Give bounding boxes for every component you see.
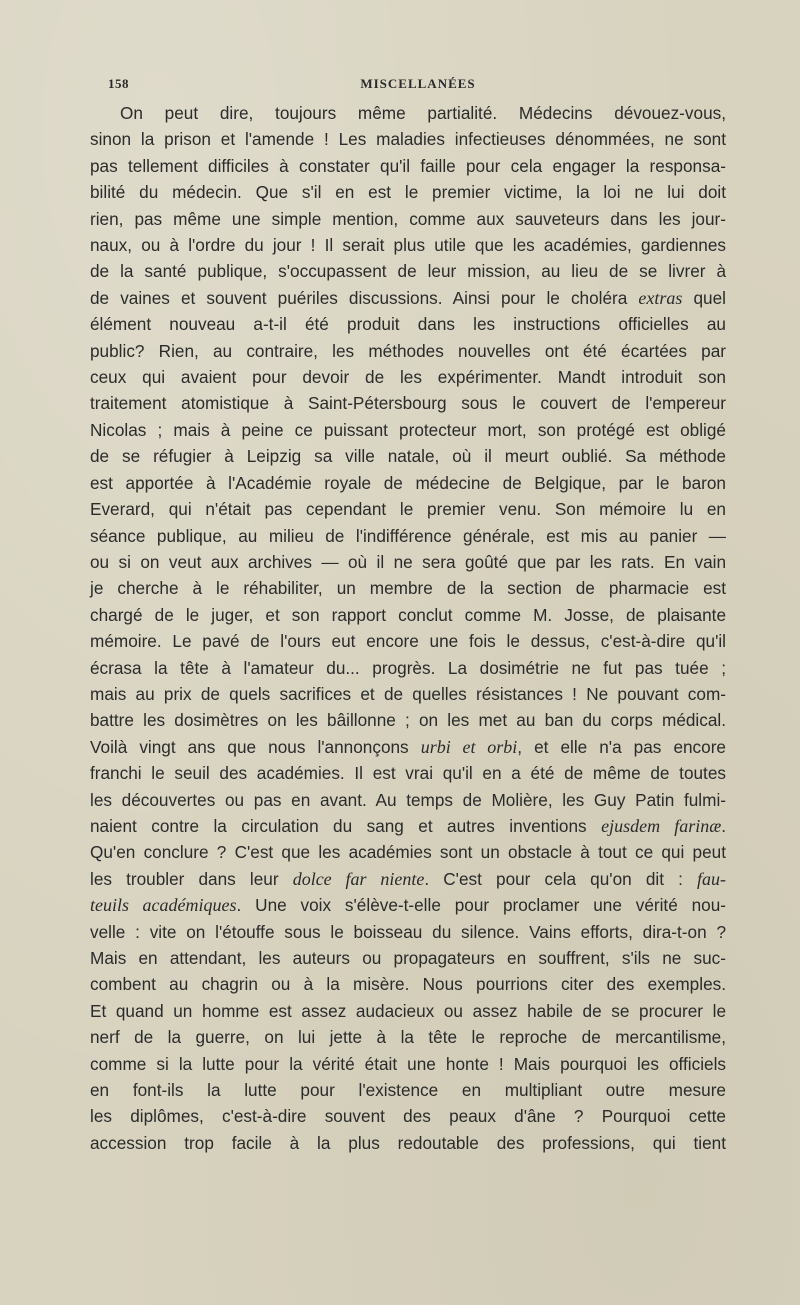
text-run: . C'est pour cela qu'on dit : — [424, 868, 698, 889]
text-line — [90, 496, 726, 522]
text-line — [90, 602, 726, 628]
italic-text: dolce far niente — [292, 868, 425, 889]
text-run: élément nouveau a-t-il été produit dans les instructions officielles au — [90, 314, 726, 335]
text-run: combent au chagrin ou à la misère. Nous pourrions citer des exemples. — [90, 974, 726, 995]
text-run: bilité du médecin. Que s'il en est le premier victime, la loi ne lui doit — [90, 182, 726, 203]
text-run: public? Rien, au contraire, les méthodes nouvelles ont été écartées par — [90, 340, 726, 361]
text-line — [90, 971, 726, 997]
text-line — [90, 258, 726, 284]
text-run: . — [721, 815, 727, 836]
text-line — [90, 285, 726, 311]
text-line — [90, 443, 726, 469]
text-line — [90, 1130, 726, 1156]
text-run: velle : vite on l'étouffe sous le boisseau du silence. Vains efforts, dira-t-on ? — [90, 921, 726, 942]
text-line — [90, 126, 726, 152]
text-line — [90, 707, 726, 733]
text-run: nerf de la guerre, on lui jette à la tête le reproche de mercantilisme, — [90, 1027, 726, 1048]
text-run: quel — [682, 287, 726, 308]
text-line — [90, 311, 726, 337]
text-run: . Une voix s'élève-t-elle pour proclamer une vérité nou- — [236, 895, 726, 916]
text-line — [90, 523, 726, 549]
text-line — [90, 1077, 726, 1103]
text-run: les troubler dans leur — [90, 868, 293, 889]
text-run: Et quand un homme est assez audacieux ou assez habile de se procurer le — [90, 1000, 726, 1021]
text-line — [90, 179, 726, 205]
text-run: les découvertes ou pas en avant. Au temps de Molière, les Guy Patin fulmi- — [90, 789, 726, 810]
text-line — [90, 364, 726, 390]
text-run: sinon la prison et l'amende ! Les maladies infectieuses dénommées, ne sont — [90, 129, 726, 150]
text-line — [90, 892, 726, 918]
text-line — [90, 100, 726, 126]
text-line — [90, 153, 726, 179]
text-run: pas tellement difficiles à constater qu'il faille pour cela engager la responsa- — [90, 155, 726, 176]
text-line — [90, 681, 726, 707]
text-run: naient contre la circulation du sang et autres inventions — [90, 815, 602, 836]
text-run: Qu'en conclure ? C'est que les académies sont un obstacle à tout ce qui peut — [90, 842, 726, 863]
text-run: de se réfugier à Leipzig sa ville natale, où il meurt oublié. Sa méthode — [90, 446, 726, 467]
text-run: comme si la lutte pour la vérité était une honte ! Mais pourquoi les officiels — [90, 1053, 726, 1074]
text-run: franchi le seuil des académies. Il est vrai qu'il en a été de même de toutes — [90, 763, 726, 784]
text-run: les diplômes, c'est-à-dire souvent des peaux d'âne ? Pourquoi cette — [90, 1106, 726, 1127]
body-text — [90, 100, 726, 1156]
text-run: de vaines et souvent puériles discussions. Ainsi pour le choléra — [90, 287, 639, 308]
text-run: naux, ou à l'ordre du jour ! Il serait plus utile que les académies, gardiennes — [90, 235, 726, 256]
text-line — [90, 1051, 726, 1077]
text-run: rien, pas même une simple mention, comme aux sauveteurs dans les jour- — [90, 208, 726, 229]
running-head — [108, 76, 728, 96]
text-run: traitement atomistique à Saint-Pétersbourg sous le couvert de l'empereur — [90, 393, 726, 414]
text-line — [90, 390, 726, 416]
italic-text: teuils académiques — [90, 895, 237, 916]
text-run: mais au prix de quels sacrifices et de quelles résistances ! Ne pouvant com- — [90, 683, 726, 704]
text-run: Everard, qui n'était pas cependant le premier venu. Son mémoire lu en — [90, 499, 726, 520]
text-line — [90, 866, 726, 892]
italic-text: urbi et orbi — [420, 736, 518, 757]
text-run: séance publique, au milieu de l'indifférence générale, est mis au panier — — [90, 525, 726, 546]
text-line — [90, 1024, 726, 1050]
text-line — [90, 206, 726, 232]
italic-text: ejusdem farinæ — [601, 815, 722, 836]
text-line — [90, 945, 726, 971]
text-run: battre les dosimètres on les bâillonne ; on les met au ban du corps médical. — [90, 710, 726, 731]
text-line — [90, 417, 726, 443]
text-run: mémoire. Le pavé de l'ours eut encore une fois le dessus, c'est-à-dire qu'il — [90, 631, 726, 652]
text-run: en font-ils la lutte pour l'existence en multipliant outre mesure — [90, 1080, 726, 1101]
text-run: Mais en attendant, les auteurs ou propagateurs en souffrent, s'ils ne suc- — [90, 948, 726, 968]
text-run: je cherche à le réhabiliter, un membre de la section de pharmacie est — [90, 578, 726, 599]
text-run: On peut dire, toujours même partialité. Médecins dévouez-vous, — [120, 103, 726, 123]
text-run: ou si on veut aux archives — où il ne sera goûté que par les rats. En vain — [90, 551, 726, 572]
text-line — [90, 655, 726, 681]
text-line — [90, 549, 726, 575]
italic-text: fau- — [697, 868, 727, 889]
text-line — [90, 813, 726, 839]
text-run: ceux qui avaient pour devoir de les expérimenter. Mandt introduit son — [90, 367, 726, 388]
text-run: chargé de le juger, et son rapport conclut comme M. Josse, de plaisante — [90, 604, 726, 625]
text-line — [90, 470, 726, 496]
text-line — [90, 338, 726, 364]
text-line — [90, 839, 726, 865]
text-run: accession trop facile à la plus redoutable des professions, qui tient — [90, 1132, 726, 1153]
text-run: de la santé publique, s'occupassent de leur mission, au lieu de se livrer à — [90, 261, 726, 282]
section-title: MISCELLANÉES — [360, 76, 476, 91]
page-number: 158 — [108, 76, 129, 91]
text-line — [90, 998, 726, 1024]
text-line — [90, 919, 726, 945]
text-line — [90, 628, 726, 654]
text-line — [90, 760, 726, 786]
text-line — [90, 232, 726, 258]
text-run: , et elle n'a pas encore — [517, 736, 726, 757]
text-line — [90, 787, 726, 813]
italic-text: extras — [638, 287, 683, 308]
text-line — [90, 1103, 726, 1129]
text-line — [90, 575, 726, 601]
text-line — [90, 734, 726, 760]
text-run: écrasa la tête à l'amateur du... progrès. La dosimétrie ne fut pas tuée ; — [90, 657, 726, 678]
text-run: est apportée à l'Académie royale de médecine de Belgique, par le baron — [90, 472, 726, 493]
text-run: Voilà vingt ans que nous l'annonçons — [90, 736, 421, 757]
text-run: Nicolas ; mais à peine ce puissant protecteur mort, son protégé est obligé — [90, 419, 726, 440]
